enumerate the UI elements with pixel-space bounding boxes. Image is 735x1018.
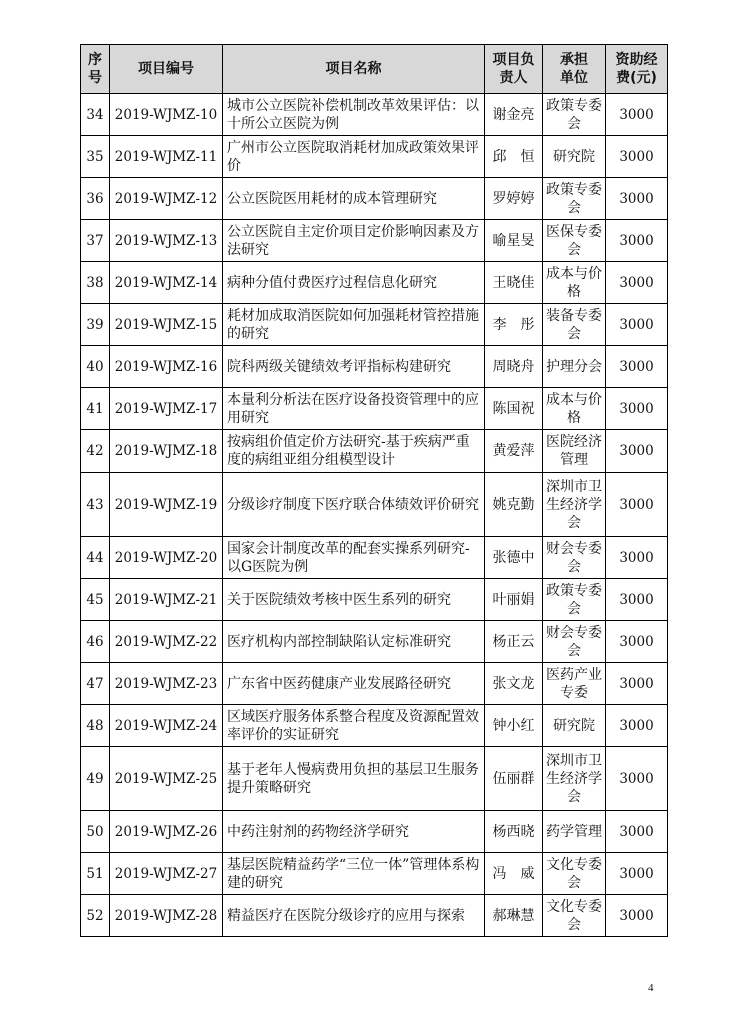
table-row — [81, 304, 668, 346]
row-leader: 冯 威 — [485, 853, 543, 895]
row-unit: 政策专委会 — [543, 178, 606, 220]
row-seq: 50 — [81, 811, 110, 853]
row-project-code: 2019-WJMZ-25 — [110, 747, 223, 811]
table-row — [81, 811, 668, 853]
row-seq: 37 — [81, 220, 110, 262]
row-project-code: 2019-WJMZ-15 — [110, 304, 223, 346]
table-row — [81, 346, 668, 388]
row-amount: 3000 — [606, 895, 668, 937]
row-seq: 49 — [81, 747, 110, 811]
header-fund: 资助经费(元) — [606, 45, 668, 94]
header-unit: 承担单位 — [543, 45, 606, 94]
row-leader: 叶丽娟 — [485, 579, 543, 621]
row-project-name: 公立医院医用耗材的成本管理研究 — [223, 178, 485, 220]
row-project-code: 2019-WJMZ-14 — [110, 262, 223, 304]
row-project-name: 本量利分析法在医疗设备投资管理中的应用研究 — [223, 388, 485, 430]
row-amount: 3000 — [606, 473, 668, 537]
row-project-name: 区域医疗服务体系整合程度及资源配置效率评价的实证研究 — [223, 705, 485, 747]
row-project-name: 院科两级关键绩效考评指标构建研究 — [223, 346, 485, 388]
row-unit: 医院经济管理 — [543, 430, 606, 473]
row-unit: 成本与价格 — [543, 388, 606, 430]
row-seq: 46 — [81, 621, 110, 663]
row-leader: 邱 恒 — [485, 136, 543, 178]
row-unit: 成本与价格 — [543, 262, 606, 304]
table-row — [81, 579, 668, 621]
table-row — [81, 388, 668, 430]
row-project-code: 2019-WJMZ-20 — [110, 537, 223, 579]
row-project-name: 广州市公立医院取消耗材加成政策效果评价 — [223, 136, 485, 178]
row-amount: 3000 — [606, 388, 668, 430]
table-row — [81, 430, 668, 473]
row-seq: 47 — [81, 663, 110, 705]
row-leader: 陈国祝 — [485, 388, 543, 430]
row-amount: 3000 — [606, 811, 668, 853]
row-project-code: 2019-WJMZ-28 — [110, 895, 223, 937]
table-row — [81, 473, 668, 537]
row-amount: 3000 — [606, 136, 668, 178]
row-unit: 深圳市卫生经济学会 — [543, 747, 606, 811]
row-amount: 3000 — [606, 579, 668, 621]
header-leader: 项目负责人 — [485, 45, 543, 94]
row-project-code: 2019-WJMZ-22 — [110, 621, 223, 663]
row-leader: 钟小红 — [485, 705, 543, 747]
row-project-name: 基于老年人慢病费用负担的基层卫生服务提升策略研究 — [223, 747, 485, 811]
row-unit: 护理分会 — [543, 346, 606, 388]
row-project-name: 医疗机构内部控制缺陷认定标准研究 — [223, 621, 485, 663]
table-row — [81, 94, 668, 136]
table-row — [81, 895, 668, 937]
row-project-code: 2019-WJMZ-23 — [110, 663, 223, 705]
row-seq: 42 — [81, 430, 110, 473]
row-unit: 研究院 — [543, 705, 606, 747]
table-row — [81, 220, 668, 262]
row-amount: 3000 — [606, 94, 668, 136]
row-unit: 财会专委会 — [543, 537, 606, 579]
row-amount: 3000 — [606, 747, 668, 811]
row-amount: 3000 — [606, 262, 668, 304]
row-project-code: 2019-WJMZ-21 — [110, 579, 223, 621]
header-seq: 序号 — [81, 45, 110, 94]
row-leader: 谢金亮 — [485, 94, 543, 136]
row-project-code: 2019-WJMZ-10 — [110, 94, 223, 136]
row-seq: 43 — [81, 473, 110, 537]
header-name: 项目名称 — [223, 45, 485, 94]
table-row — [81, 853, 668, 895]
row-leader: 周晓舟 — [485, 346, 543, 388]
row-leader: 黄爱萍 — [485, 430, 543, 473]
row-leader: 伍丽群 — [485, 747, 543, 811]
row-seq: 36 — [81, 178, 110, 220]
row-leader: 张文龙 — [485, 663, 543, 705]
row-project-code: 2019-WJMZ-27 — [110, 853, 223, 895]
row-leader: 罗婷婷 — [485, 178, 543, 220]
row-unit: 医药产业专委 — [543, 663, 606, 705]
row-amount: 3000 — [606, 304, 668, 346]
row-seq: 44 — [81, 537, 110, 579]
row-project-code: 2019-WJMZ-24 — [110, 705, 223, 747]
row-unit: 深圳市卫生经济学会 — [543, 473, 606, 537]
row-leader: 杨正云 — [485, 621, 543, 663]
row-leader: 杨西晓 — [485, 811, 543, 853]
row-project-name: 精益医疗在医院分级诊疗的应用与探索 — [223, 895, 485, 937]
row-amount: 3000 — [606, 663, 668, 705]
row-project-name: 病种分值付费医疗过程信息化研究 — [223, 262, 485, 304]
row-project-name: 广东省中医药健康产业发展路径研究 — [223, 663, 485, 705]
row-leader: 姚克勤 — [485, 473, 543, 537]
table-row — [81, 136, 668, 178]
page-number: 4 — [648, 982, 654, 994]
row-project-name: 公立医院自主定价项目定价影响因素及方法研究 — [223, 220, 485, 262]
table-row — [81, 747, 668, 811]
row-unit: 财会专委会 — [543, 621, 606, 663]
row-project-name: 城市公立医院补偿机制改革效果评估：以十所公立医院为例 — [223, 94, 485, 136]
row-project-code: 2019-WJMZ-11 — [110, 136, 223, 178]
table-row — [81, 537, 668, 579]
row-seq: 41 — [81, 388, 110, 430]
row-amount: 3000 — [606, 853, 668, 895]
row-seq: 45 — [81, 579, 110, 621]
row-seq: 40 — [81, 346, 110, 388]
row-leader: 李 彤 — [485, 304, 543, 346]
row-project-name: 耗材加成取消医院如何加强耗材管控措施的研究 — [223, 304, 485, 346]
table-row — [81, 178, 668, 220]
row-unit: 政策专委会 — [543, 94, 606, 136]
row-amount: 3000 — [606, 621, 668, 663]
row-project-name: 国家会计制度改革的配套实操系列研究-以G医院为例 — [223, 537, 485, 579]
row-project-code: 2019-WJMZ-13 — [110, 220, 223, 262]
header-code: 项目编号 — [110, 45, 223, 94]
row-seq: 51 — [81, 853, 110, 895]
project-funding-table — [80, 44, 668, 937]
row-leader: 郝琳慧 — [485, 895, 543, 937]
row-seq: 38 — [81, 262, 110, 304]
row-amount: 3000 — [606, 430, 668, 473]
row-amount: 3000 — [606, 705, 668, 747]
row-project-name: 中药注射剂的药物经济学研究 — [223, 811, 485, 853]
table-row — [81, 621, 668, 663]
row-leader: 张德中 — [485, 537, 543, 579]
row-seq: 34 — [81, 94, 110, 136]
row-project-name: 关于医院绩效考核中医生系列的研究 — [223, 579, 485, 621]
row-unit: 药学管理 — [543, 811, 606, 853]
row-unit: 装备专委会 — [543, 304, 606, 346]
row-unit: 医保专委会 — [543, 220, 606, 262]
row-project-code: 2019-WJMZ-26 — [110, 811, 223, 853]
row-project-code: 2019-WJMZ-18 — [110, 430, 223, 473]
row-project-name: 按病组价值定价方法研究-基于疾病严重度的病组亚组分组模型设计 — [223, 430, 485, 473]
row-seq: 39 — [81, 304, 110, 346]
row-project-code: 2019-WJMZ-17 — [110, 388, 223, 430]
row-project-code: 2019-WJMZ-16 — [110, 346, 223, 388]
row-project-code: 2019-WJMZ-19 — [110, 473, 223, 537]
table-header-row — [81, 45, 668, 94]
row-seq: 35 — [81, 136, 110, 178]
row-leader: 喻星旻 — [485, 220, 543, 262]
row-leader: 王晓佳 — [485, 262, 543, 304]
row-unit: 文化专委会 — [543, 895, 606, 937]
table-row — [81, 705, 668, 747]
row-project-name: 分级诊疗制度下医疗联合体绩效评价研究 — [223, 473, 485, 537]
row-unit: 文化专委会 — [543, 853, 606, 895]
row-amount: 3000 — [606, 346, 668, 388]
table-row — [81, 663, 668, 705]
row-unit: 政策专委会 — [543, 579, 606, 621]
row-project-code: 2019-WJMZ-12 — [110, 178, 223, 220]
row-seq: 48 — [81, 705, 110, 747]
row-project-name: 基层医院精益药学“三位一体”管理体系构建的研究 — [223, 853, 485, 895]
row-seq: 52 — [81, 895, 110, 937]
table-row — [81, 262, 668, 304]
row-unit: 研究院 — [543, 136, 606, 178]
row-amount: 3000 — [606, 537, 668, 579]
row-amount: 3000 — [606, 178, 668, 220]
row-amount: 3000 — [606, 220, 668, 262]
